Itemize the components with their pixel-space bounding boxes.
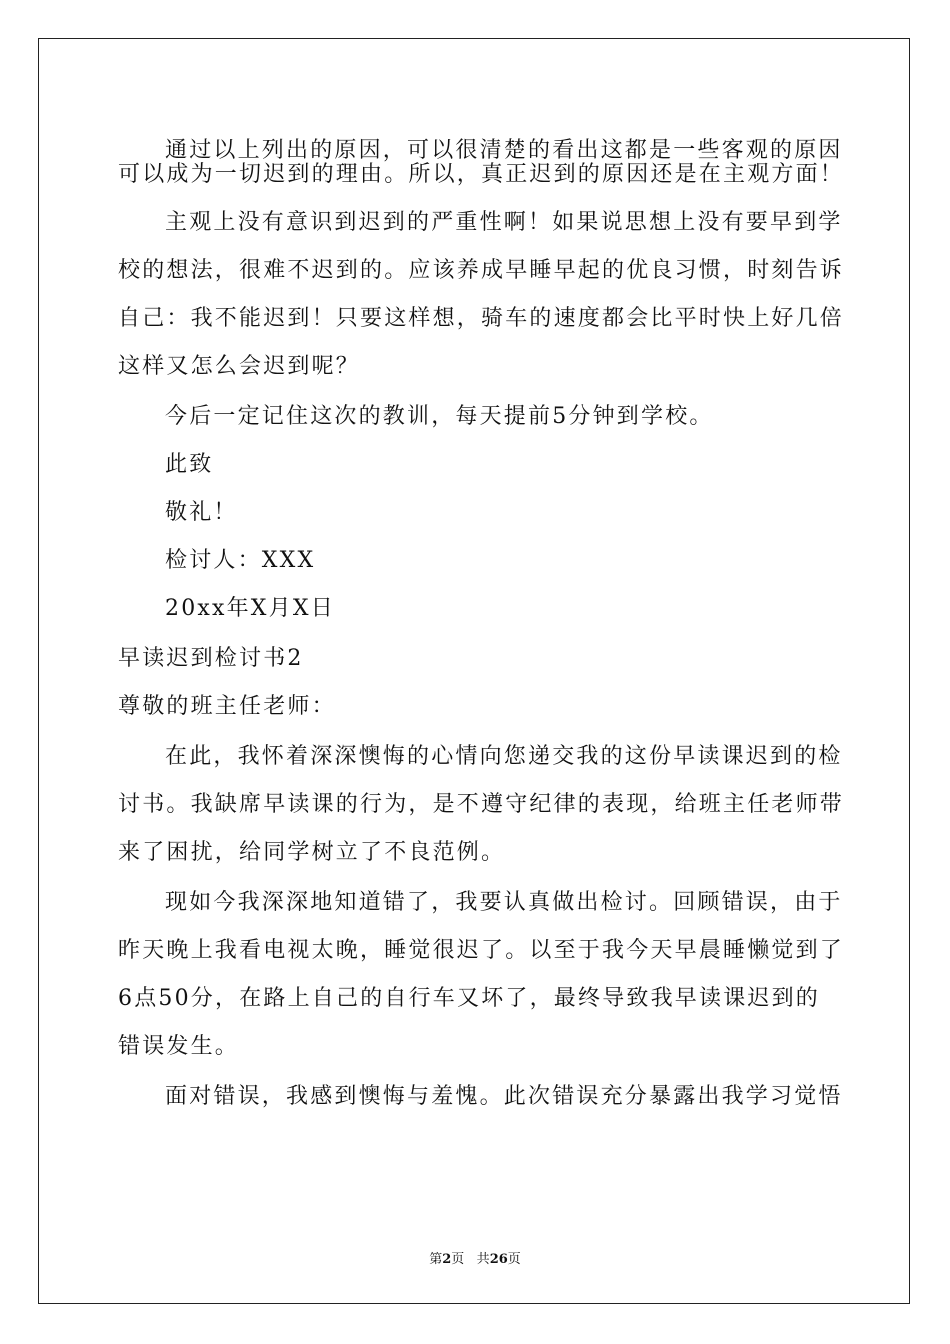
paragraph-line: 今后一定记住这次的教训，每天提前5分钟到学校。 <box>165 404 714 429</box>
page-prefix: 第 <box>429 1252 443 1267</box>
paragraph-line: 错误发生。 <box>118 1034 240 1059</box>
salutation-closing: 此致 <box>165 452 214 477</box>
page-number: 2 <box>442 1252 452 1267</box>
paragraph-line: 现如今我深深地知道错了，我要认真做出检讨。回顾错误，由于 <box>165 890 843 915</box>
page-footer <box>0 1248 950 1267</box>
signature-name: 检讨人：XXX <box>165 548 316 573</box>
paragraph-line: 讨书。我缺席早读课的行为，是不遵守纪律的表现，给班主任老师带 <box>118 792 845 817</box>
signature-date: 20xx年X月X日 <box>165 596 335 621</box>
paragraph-line: 昨天晚上我看电视太晚，睡觉很迟了。以至于我今天早晨睡懒觉到了 <box>118 938 845 963</box>
paragraph-line: 通过以上列出的原因，可以很清楚的看出这都是一些客观的原因 <box>165 138 843 163</box>
paragraph-line: 来了困扰，给同学树立了不良范例。 <box>118 840 506 865</box>
paragraph-line: 6点50分，在路上自己的自行车又坏了，最终导致我早读课迟到的 <box>118 986 820 1011</box>
paragraph-line: 可以成为一切迟到的理由。所以，真正迟到的原因还是在主观方面！ <box>118 162 845 187</box>
paragraph-line: 面对错误，我感到懊悔与羞愧。此次错误充分暴露出我学习觉悟 <box>165 1084 843 1109</box>
paragraph-line: 主观上没有意识到迟到的严重性啊！如果说思想上没有要早到学 <box>165 210 843 235</box>
section-title: 早读迟到检讨书2 <box>118 646 304 671</box>
letter-greeting: 尊敬的班主任老师： <box>118 694 336 719</box>
paragraph-line: 校的想法，很难不迟到的。应该养成早睡早起的优良习惯，时刻告诉 <box>118 258 845 283</box>
paragraph-line: 在此，我怀着深深懊悔的心情向您递交我的这份早读课迟到的检 <box>165 744 843 769</box>
paragraph-line: 这样又怎么会迟到呢？ <box>118 354 361 379</box>
paragraph-line: 自己：我不能迟到！只要这样想，骑车的速度都会比平时快上好几倍 <box>118 306 845 331</box>
salutation-respect: 敬礼！ <box>165 500 238 525</box>
total-prefix: 共 <box>476 1252 490 1267</box>
total-suffix: 页 <box>507 1252 521 1267</box>
total-pages: 26 <box>489 1252 508 1267</box>
page-suffix: 页 <box>451 1252 465 1267</box>
